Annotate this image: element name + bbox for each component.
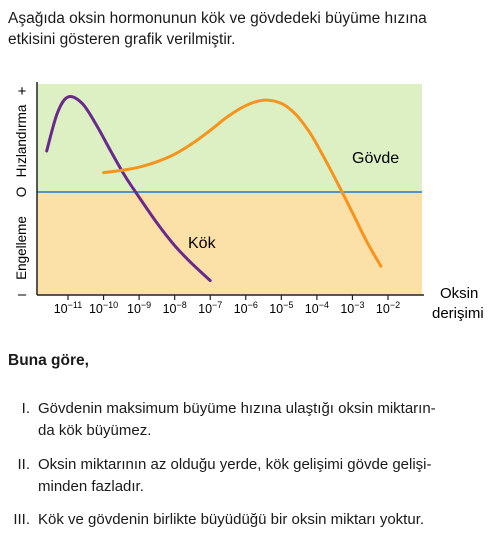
statement-line: da kök büyümez. bbox=[38, 422, 152, 439]
question-prompt: Buna göre, bbox=[8, 352, 89, 369]
x-tick-label: $10^{-9}$ bbox=[127, 300, 152, 316]
negative-region bbox=[37, 192, 422, 295]
y-positive-label: Hızlandırma bbox=[14, 104, 29, 178]
x-axis-label-line-2: derişimi bbox=[432, 305, 484, 322]
series-label-kok: Kök bbox=[188, 235, 216, 252]
statement-line: Gövdenin maksimum büyüme hızına ulaştığı oksin miktarın- bbox=[38, 400, 436, 417]
intro-text bbox=[8, 8, 498, 50]
statement-number: III. bbox=[13, 511, 30, 528]
x-tick-label: $10^{-4}$ bbox=[304, 300, 329, 316]
x-tick-label: $10^{-8}$ bbox=[162, 300, 187, 316]
series-label-govde: Gövde bbox=[352, 150, 400, 167]
y-minus-label: – bbox=[17, 286, 27, 303]
y-negative-label: Engelleme bbox=[14, 216, 29, 280]
statement-number: II. bbox=[17, 456, 30, 473]
statement-line: Oksin miktarının az olduğu yerde, kök gelişimi gövde gelişi- bbox=[38, 456, 432, 473]
intro-line-1: Aşağıda oksin hormonunun kök ve gövdedeki büyüme hızına bbox=[8, 10, 427, 27]
x-tick-label: $10^{-10}$ bbox=[88, 300, 119, 316]
statement-line: minden fazladır. bbox=[38, 478, 144, 495]
x-ticks bbox=[54, 295, 400, 316]
statement-text bbox=[38, 509, 493, 531]
x-axis-label-line-1: Oksin bbox=[440, 285, 479, 302]
x-tick-label: $10^{-11}$ bbox=[53, 300, 83, 316]
positive-region bbox=[37, 84, 422, 192]
statement-line: Kök ve gövdenin birlikte büyüdüğü bir oksin miktarı yoktur. bbox=[38, 511, 425, 528]
x-tick-label: $10^{-2}$ bbox=[375, 300, 401, 316]
x-tick-label: $10^{-3}$ bbox=[340, 300, 365, 316]
y-plus-label: + bbox=[17, 83, 27, 100]
statement-text bbox=[38, 398, 493, 442]
intro-line-2: etkisini gösteren grafik verilmiştir. bbox=[8, 31, 236, 48]
statement-3 bbox=[0, 509, 500, 533]
statement-1 bbox=[0, 398, 500, 444]
x-tick-label: $10^{-5}$ bbox=[269, 300, 294, 316]
x-tick-label: $10^{-7}$ bbox=[198, 300, 223, 316]
x-tick-label: $10^{-6}$ bbox=[233, 300, 258, 316]
statement-2 bbox=[0, 454, 500, 500]
y-zero-label: O bbox=[14, 186, 29, 198]
statement-text bbox=[38, 454, 493, 498]
auxin-growth-chart bbox=[0, 70, 503, 335]
statement-number: I. bbox=[21, 400, 30, 417]
